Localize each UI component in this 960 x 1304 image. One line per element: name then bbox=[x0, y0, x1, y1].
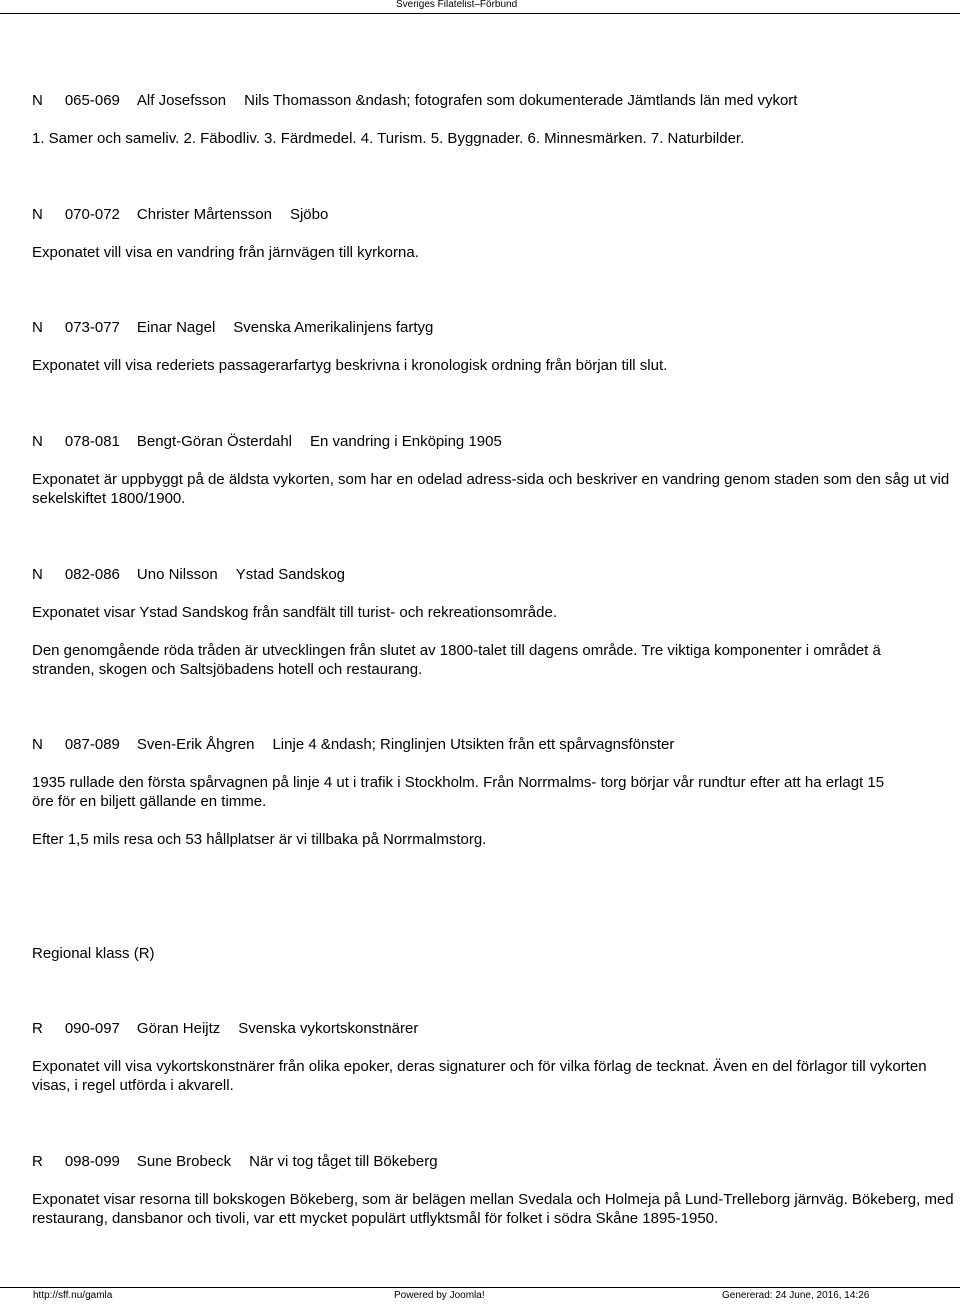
entry-number: 098-099 bbox=[64, 1153, 120, 1170]
page-header bbox=[0, 0, 960, 14]
entry-title: Svenska vykortskonstnärer bbox=[238, 1020, 419, 1037]
entry-title: Linje 4 &ndash; Ringlinjen Utsikten från ett spårvagnsfönster bbox=[272, 736, 675, 753]
entry-description: 1. Samer och sameliv. 2. Fäbodliv. 3. Färdmedel. 4. Turism. 5. Byggnader. 6. Minnesmärken. 7. Naturbilder. bbox=[32, 130, 745, 147]
entry-title: En vandring i Enköping 1905 bbox=[310, 433, 502, 450]
entry-number: 065-069 bbox=[64, 92, 120, 109]
entry-description: öre för en biljett gällande en timme. bbox=[32, 793, 267, 810]
entry-author: Sven-Erik Åhgren bbox=[136, 736, 255, 753]
entry-author: Sune Brobeck bbox=[136, 1153, 232, 1170]
page-footer bbox=[0, 1287, 960, 1304]
footer-generated: Genererad: 24 June, 2016, 14:26 bbox=[722, 1290, 870, 1301]
entry-class: N bbox=[32, 319, 43, 336]
entry-description: Exponatet vill visa vykortskonstnärer från olika epoker, deras signaturer och för vilka förlag de tecknat. Även en del förlagor till vykorten visas, i regel utförda i akvarell. bbox=[32, 1058, 927, 1094]
entry-description: Exponatet är uppbyggt på de äldsta vykorten, som har en odelad adress-sida och beskriver en vandring genom staden som den såg ut vid sekelskiftet 1800/1900. bbox=[32, 471, 950, 507]
entry-description: stranden, skogen och Saltsjöbadens hotell och restaurang. bbox=[32, 661, 423, 678]
footer-powered: Powered by Joomla! bbox=[394, 1290, 485, 1301]
entry-heading bbox=[32, 1152, 438, 1171]
entry-title: Svenska Amerikalinjens fartyg bbox=[233, 319, 434, 336]
entry-heading bbox=[32, 205, 328, 224]
entry-number: 082-086 bbox=[64, 566, 120, 583]
entry-class: N bbox=[32, 736, 43, 753]
entry-author: Einar Nagel bbox=[136, 319, 216, 336]
section-heading: Regional klass (R) bbox=[32, 945, 155, 962]
entry-class: R bbox=[32, 1153, 43, 1170]
entry-author: Alf Josefsson bbox=[136, 92, 227, 109]
entry-description: 1935 rullade den första spårvagnen på linje 4 ut i trafik i Stockholm. Från Norrmalms- torg börjar vår rundtur efter att ha erlagt 15 bbox=[32, 774, 885, 791]
entry-heading bbox=[32, 565, 345, 584]
entry-class: N bbox=[32, 206, 43, 223]
entry-heading bbox=[32, 735, 674, 754]
entry-author: Bengt-Göran Österdahl bbox=[136, 433, 292, 450]
entry-description: Exponatet vill visa rederiets passagerarfartyg beskrivna i kronologisk ordning från början till slut. bbox=[32, 357, 668, 374]
entry-title: När vi tog tåget till Bökeberg bbox=[249, 1153, 438, 1170]
entry-description: Efter 1,5 mils resa och 53 hållplatser är vi tillbaka på Norrmalmstorg. bbox=[32, 831, 487, 848]
entry-heading bbox=[32, 318, 433, 337]
entry-title: Sjöbo bbox=[289, 206, 329, 223]
entry-number: 090-097 bbox=[64, 1020, 120, 1037]
entry-number: 073-077 bbox=[64, 319, 120, 336]
entry-number: 078-081 bbox=[64, 433, 120, 450]
header-title: Sveriges Filatelist–Förbund bbox=[396, 0, 518, 10]
entry-description: Exponatet vill visa en vandring från järnvägen till kyrkorna. bbox=[32, 244, 419, 261]
entry-heading bbox=[32, 1019, 418, 1038]
entry-title: Nils Thomasson &ndash; fotografen som dokumenterade Jämtlands län med vykort bbox=[244, 92, 798, 109]
entry-class: N bbox=[32, 92, 43, 109]
entry-class: R bbox=[32, 1020, 43, 1037]
entry-description: Den genomgående röda tråden är utvecklingen från slutet av 1800-talet till dagens område. Tre viktiga komponenter i området ä bbox=[32, 642, 881, 659]
entry-title: Ystad Sandskog bbox=[235, 566, 346, 583]
entry-number: 070-072 bbox=[64, 206, 120, 223]
entry-class: N bbox=[32, 433, 43, 450]
entry-author: Uno Nilsson bbox=[136, 566, 218, 583]
entry-description: Exponatet visar resorna till bokskogen Bökeberg, som är belägen mellan Svedala och Holmeja på Lund-Trelleborg järnväg. Bökeberg, med restaurang, dansbanor och tivoli, var ett mycket populärt utflyktsmål för folket i södra Skåne 1895-1950. bbox=[32, 1191, 954, 1227]
entry-author: Göran Heijtz bbox=[136, 1020, 221, 1037]
entry-heading bbox=[32, 91, 797, 110]
entry-author: Christer Mårtensson bbox=[136, 206, 272, 223]
entry-number: 087-089 bbox=[64, 736, 120, 753]
entry-heading bbox=[32, 432, 502, 451]
entry-class: N bbox=[32, 566, 43, 583]
footer-url: http://sff.nu/gamla bbox=[33, 1290, 113, 1301]
entry-description: Exponatet visar Ystad Sandskog från sandfält till turist- och rekreationsområde. bbox=[32, 604, 557, 621]
